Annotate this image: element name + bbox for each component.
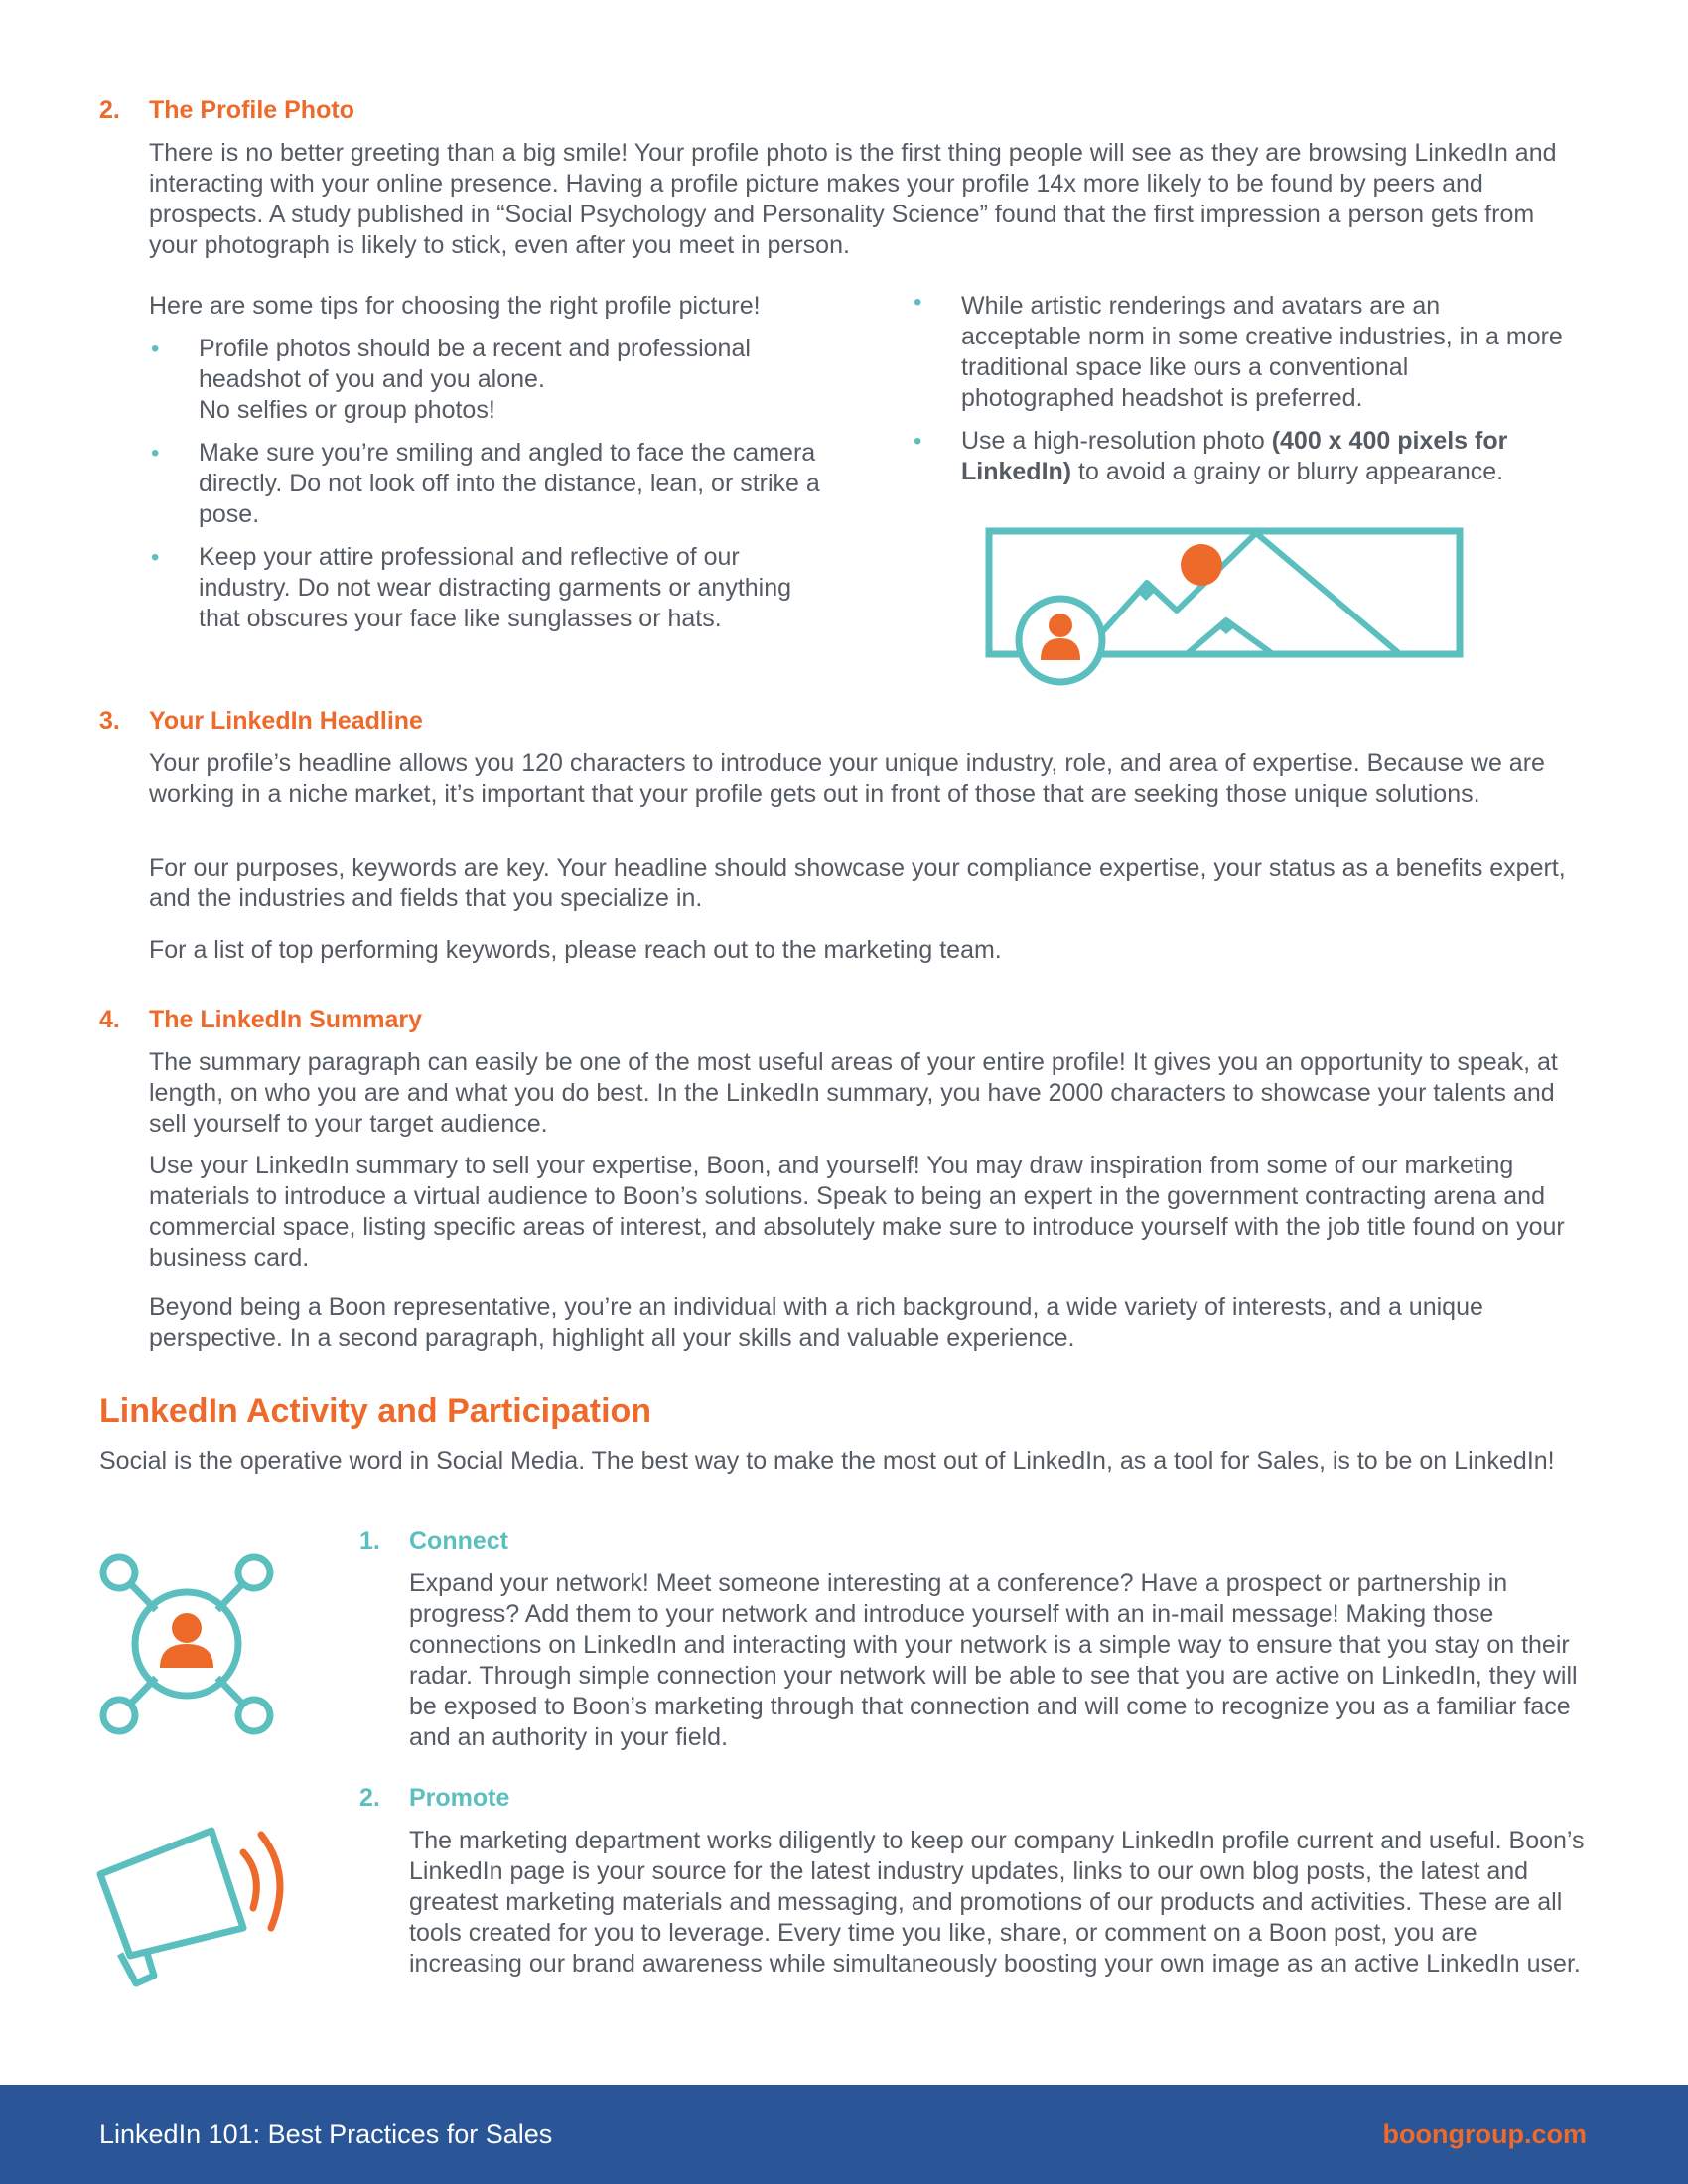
sound-wave-icon xyxy=(261,1835,280,1928)
section-2-number: 2. xyxy=(99,96,120,124)
network-icon xyxy=(94,1545,283,1743)
footer-website-link[interactable]: boongroup.com xyxy=(1382,2119,1587,2149)
section-4-paragraph-2: Use your LinkedIn summary to sell your expertise, Boon, and yourself! You may draw inspiration from some of our marketing materials to introduce a virtual audience to Boon’s solutions. Speak to being an expert in the government contracting arena and commercial space, listing specific areas of interest, and absolutely make sure to introduce yourself with the job title found on your business card. xyxy=(149,1152,1565,1272)
connect-paragraph: Expand your network! Meet someone interesting at a conference? Have a prospect or partnership in progress? Add them to your network and introduce yourself with an in-mail message! Making those connections on LinkedIn and interacting with your network is a simple way to ensure that you stay on their radar. Through simple connection your network will be able to see that you are active on LinkedIn, they will be exposed to Boon’s marketing through that connection and will come to recognize you as a familiar face and an authority in your field. xyxy=(409,1570,1578,1751)
footer-title: LinkedIn 101: Best Practices for Sales xyxy=(99,2119,553,2149)
section-3-paragraph-1: Your profile’s headline allows you 120 characters to introduce your unique industry, role, and area of expertise. Because we are working in a niche market, it’s important that your profile gets out in front of those that are seeking those unique solutions. xyxy=(149,750,1545,808)
section-2-heading: The Profile Photo xyxy=(149,96,354,124)
list-item: • Profile photos should be a recent and professional headshot of you and you alone. No selfies or group photos! xyxy=(151,335,751,424)
section-4-number: 4. xyxy=(99,1006,120,1033)
footer-bar xyxy=(0,2085,1688,2184)
section-3-paragraph-3: For a list of top performing keywords, please reach out to the marketing team. xyxy=(149,936,1002,964)
section-4-paragraph-3: Beyond being a Boon representative, you’re an individual with a rich background, a wide variety of interests, and a unique perspective. In a second paragraph, highlight all your skills and valuable experience. xyxy=(149,1294,1483,1352)
bullet-icon: • xyxy=(914,428,922,455)
promote-number: 2. xyxy=(359,1784,380,1812)
mountain-icon xyxy=(1082,533,1400,654)
sun-icon xyxy=(1181,544,1222,586)
connect-heading: Connect xyxy=(409,1527,508,1555)
list-item: • While artistic renderings and avatars are an acceptable norm in some creative industries, in a more traditional space like ours a conventional photographed headshot is preferred. xyxy=(914,289,1563,412)
promote-heading: Promote xyxy=(409,1784,510,1812)
tips-list-right xyxy=(912,291,1567,499)
tips-list-left xyxy=(149,334,824,646)
connect-number: 1. xyxy=(359,1527,380,1555)
bullet-icon: • xyxy=(151,544,160,571)
promote-paragraph: The marketing department works diligently to keep our company LinkedIn profile current and useful. Boon’s LinkedIn page is your source for the latest industry updates, links to our own blog posts, the latest and greatest marketing materials and messaging, and promotions of our products and activities. These are all tools created for you to leverage. Every time you like, share, or comment on a Boon post, you are increasing our brand awareness while simultaneously boosting your own image as an active LinkedIn user. xyxy=(409,1827,1585,1978)
activity-intro: Social is the operative word in Social Media. The best way to make the most out of LinkedIn, as a tool for Sales, is to be on LinkedIn! xyxy=(99,1447,1555,1475)
activity-section-title: LinkedIn Activity and Participation xyxy=(99,1392,652,1430)
tips-intro: Here are some tips for choosing the right profile picture! xyxy=(149,292,761,320)
profile-photo-illustration xyxy=(983,521,1470,690)
section-3-heading: Your LinkedIn Headline xyxy=(149,707,423,735)
megaphone-icon xyxy=(94,1817,303,1995)
avatar-head-icon xyxy=(1049,614,1072,637)
section-4-heading: The LinkedIn Summary xyxy=(149,1006,423,1033)
section-2-intro: There is no better greeting than a big smile! Your profile photo is the first thing people will see as they are browsing LinkedIn and interacting with your online presence. Having a profile picture makes your profile 14x more likely to be found by peers and prospects. A study published in “Social Psychology and Personality Science” found that the first impression a person gets from your photograph is likely to stick, even after you meet in person. xyxy=(149,139,1557,259)
section-3-number: 3. xyxy=(99,707,120,735)
list-item: • Use a high-resolution photo (400 x 400 pixels for LinkedIn) to avoid a grainy or blurry appearance. xyxy=(914,427,1508,485)
sound-wave-icon xyxy=(243,1852,256,1908)
section-3-paragraph-2: For our purposes, keywords are key. Your headline should showcase your compliance expertise, your status as a benefits expert, and the industries and fields that you specialize in. xyxy=(149,854,1566,912)
bullet-icon: • xyxy=(151,336,160,362)
section-4-paragraph-1: The summary paragraph can easily be one of the most useful areas of your entire profile! It gives you an opportunity to speak, at length, on who you are and what you do best. In the LinkedIn summary, you have 2000 characters to showcase your talents and sell yourself to your target audience. xyxy=(149,1048,1558,1138)
list-item: • Make sure you’re smiling and angled to face the camera directly. Do not look off into the distance, lean, or strike a pose. xyxy=(151,439,820,528)
bullet-icon: • xyxy=(914,289,922,316)
bullet-icon: • xyxy=(151,440,160,467)
list-item: • Keep your attire professional and reflective of our industry. Do not wear distracting garments or anything that obscures your face like sunglasses or hats. xyxy=(151,543,792,632)
